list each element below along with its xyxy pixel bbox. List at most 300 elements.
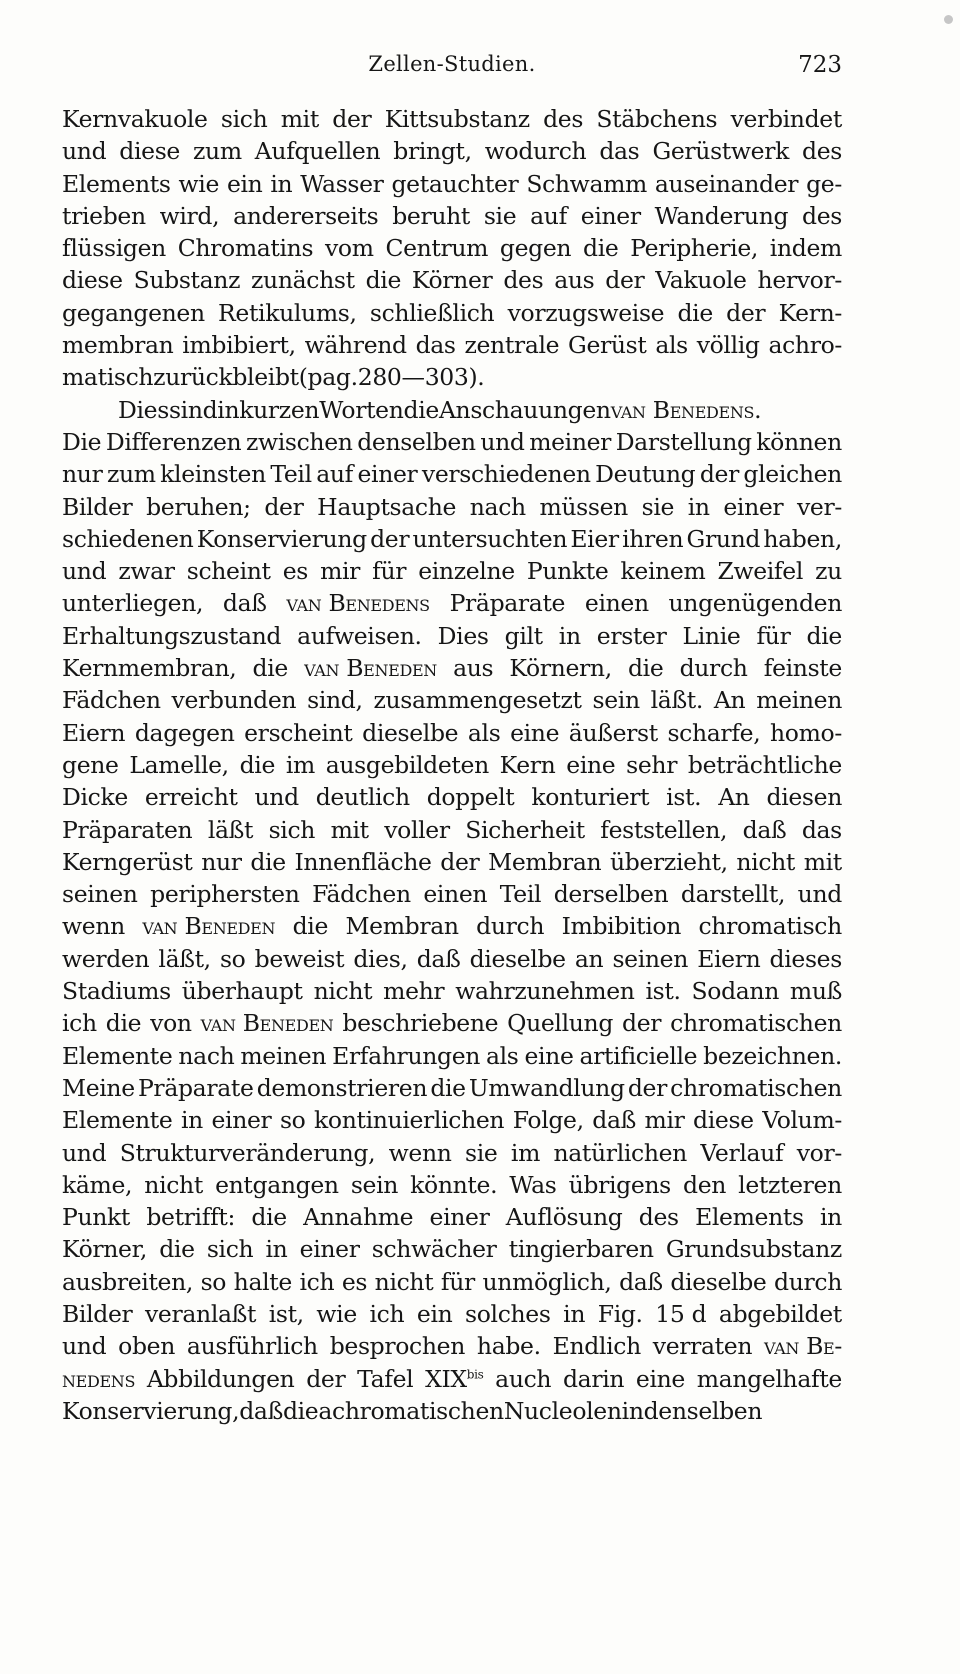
word: auseinander bbox=[654, 169, 799, 198]
word: unterliegen, bbox=[62, 589, 204, 618]
text-line bbox=[62, 943, 842, 975]
word: beträchtliche bbox=[687, 750, 842, 779]
word: muß bbox=[789, 977, 842, 1006]
word: und bbox=[62, 137, 107, 166]
body-text bbox=[62, 103, 842, 1427]
word: mit bbox=[280, 105, 319, 133]
word: Körnern, bbox=[509, 654, 612, 683]
word: die bbox=[251, 1203, 287, 1232]
word: seinen bbox=[62, 880, 138, 909]
word: mir bbox=[320, 557, 361, 586]
word: Linie bbox=[682, 621, 741, 650]
word: nicht bbox=[144, 1170, 203, 1199]
word: achromatischen bbox=[318, 1396, 504, 1425]
word: in bbox=[558, 621, 581, 650]
word: auf bbox=[530, 201, 567, 230]
word: Substanz bbox=[133, 266, 241, 295]
word: nur bbox=[201, 847, 242, 876]
word: im bbox=[285, 750, 315, 779]
word: Peripherie, bbox=[630, 234, 758, 263]
word: van Beneden bbox=[142, 912, 276, 941]
word: Elements bbox=[695, 1203, 804, 1232]
word: durch bbox=[774, 1267, 842, 1296]
word: meiner bbox=[529, 427, 612, 456]
word: Vakuole bbox=[655, 266, 747, 295]
word: nicht bbox=[374, 1267, 434, 1296]
text-line bbox=[62, 1201, 842, 1233]
word: Volum- bbox=[762, 1106, 842, 1135]
word: einen bbox=[584, 589, 649, 618]
word: die bbox=[282, 1396, 319, 1425]
word: denselben bbox=[643, 1396, 763, 1425]
word: mit bbox=[803, 847, 842, 876]
word: wenn bbox=[388, 1138, 452, 1167]
word: gleichen bbox=[743, 460, 842, 489]
word: die bbox=[250, 847, 286, 876]
word: darin bbox=[562, 1364, 625, 1393]
text-line bbox=[62, 684, 842, 716]
word: Dicke bbox=[62, 783, 128, 812]
text-line bbox=[62, 620, 842, 652]
word: zwar bbox=[118, 557, 175, 586]
word: Membran bbox=[488, 847, 602, 876]
word: der bbox=[699, 460, 739, 489]
word: nur bbox=[62, 460, 103, 489]
word: dies, bbox=[353, 944, 408, 973]
word: Kernvakuole bbox=[62, 105, 208, 133]
word: beweist bbox=[254, 944, 345, 973]
word: einer bbox=[357, 460, 418, 489]
word: kleinsten bbox=[160, 460, 266, 489]
word: könnte. bbox=[410, 1170, 498, 1199]
word: Sicherheit bbox=[465, 815, 585, 844]
word: Elemente bbox=[62, 1041, 173, 1070]
word: die bbox=[105, 1009, 142, 1038]
word: Membran bbox=[345, 912, 459, 941]
word: überhaupt bbox=[181, 977, 303, 1006]
word: einzelne bbox=[418, 557, 515, 586]
word: Was bbox=[509, 1170, 557, 1199]
word: läßt, bbox=[158, 944, 211, 973]
word: diesen bbox=[766, 783, 842, 812]
word: erscheint bbox=[244, 718, 353, 747]
word: dieselbe bbox=[362, 718, 459, 747]
word: van Beneden bbox=[200, 1009, 334, 1038]
word: chromatisch bbox=[698, 912, 842, 941]
word: Stäbchens bbox=[596, 105, 718, 133]
word: Abbildungen bbox=[146, 1364, 295, 1393]
word: aufweisen. bbox=[297, 621, 422, 650]
word: schiedenen bbox=[62, 524, 194, 553]
word: unmöglich, bbox=[482, 1267, 612, 1296]
word: habe. bbox=[476, 1332, 541, 1361]
word: imbibiert, bbox=[182, 331, 296, 360]
text-line bbox=[62, 168, 842, 200]
word: homo- bbox=[770, 718, 842, 747]
text-line bbox=[62, 1266, 842, 1298]
word: läßt bbox=[207, 815, 254, 844]
word: konturiert bbox=[531, 783, 650, 812]
word: äußerst bbox=[568, 718, 658, 747]
word: ich bbox=[62, 1009, 97, 1038]
word: zunächst bbox=[251, 266, 355, 295]
word: sind bbox=[168, 395, 218, 424]
word: wie bbox=[178, 169, 220, 198]
word: ge- bbox=[806, 169, 842, 198]
word: sie bbox=[483, 201, 517, 230]
word: einer bbox=[429, 1203, 490, 1232]
word: Nucleolen bbox=[503, 1396, 622, 1425]
word: feststellen, bbox=[600, 815, 728, 844]
word: untersuchten bbox=[412, 524, 568, 553]
word: Präparate bbox=[449, 589, 566, 618]
word: zum bbox=[106, 460, 156, 489]
word: vor- bbox=[796, 1138, 842, 1167]
word: zentrale bbox=[464, 331, 560, 360]
word: des bbox=[503, 266, 544, 295]
word: denselben bbox=[357, 427, 476, 456]
word: Gerüst bbox=[568, 331, 647, 360]
word: meinen bbox=[756, 686, 842, 715]
text-line bbox=[62, 717, 842, 749]
word: Elements bbox=[62, 169, 171, 198]
word: deutlich bbox=[315, 783, 410, 812]
word: trieben bbox=[62, 201, 146, 230]
word: mir bbox=[644, 1106, 685, 1135]
word: Dies bbox=[437, 621, 489, 650]
word: van Benedens bbox=[286, 589, 430, 618]
word: meinen bbox=[240, 1041, 327, 1070]
word: sie bbox=[641, 492, 675, 521]
word: Lamelle, bbox=[129, 750, 229, 779]
text-line bbox=[62, 878, 842, 910]
word: den bbox=[683, 1170, 727, 1199]
word: einer bbox=[299, 1235, 360, 1264]
word: kontinuierlichen bbox=[314, 1106, 505, 1135]
word: sie bbox=[465, 1138, 498, 1167]
word: völlig bbox=[696, 331, 760, 360]
word: ausbreiten, bbox=[62, 1267, 194, 1296]
word: in bbox=[621, 1396, 644, 1425]
word: gilt bbox=[504, 621, 543, 650]
word: Deutung bbox=[595, 460, 696, 489]
word: verschiedenen bbox=[421, 460, 591, 489]
word: Körner, bbox=[62, 1235, 148, 1264]
word: Aufquellen bbox=[254, 137, 381, 166]
text-line bbox=[62, 458, 842, 490]
page-speck bbox=[944, 15, 953, 24]
word: als bbox=[655, 331, 688, 360]
text-line bbox=[62, 1007, 842, 1039]
word: vom bbox=[324, 234, 374, 263]
word: mit bbox=[330, 815, 369, 844]
page-header bbox=[62, 52, 842, 86]
word: so bbox=[200, 1267, 227, 1296]
word: zusammengesetzt bbox=[373, 686, 582, 715]
word: diese bbox=[62, 266, 123, 295]
word: Konservierung, bbox=[62, 1396, 240, 1425]
word: Die bbox=[62, 427, 102, 456]
word: und bbox=[797, 880, 842, 909]
word: ist. bbox=[666, 783, 702, 812]
word: läßt. bbox=[650, 686, 704, 715]
word: einen bbox=[423, 880, 488, 909]
word: getauchter bbox=[391, 169, 519, 198]
word: Innenfläche bbox=[294, 847, 432, 876]
word: daß bbox=[222, 589, 267, 618]
word: die bbox=[583, 234, 619, 263]
text-line bbox=[62, 329, 842, 361]
text-line bbox=[62, 264, 842, 296]
word: daß bbox=[416, 944, 461, 973]
word: mehr bbox=[383, 977, 445, 1006]
word: matisch bbox=[62, 363, 154, 392]
word: in bbox=[181, 1106, 203, 1135]
word: diese bbox=[693, 1106, 754, 1135]
word: halte bbox=[233, 1267, 292, 1296]
word: darstellt, bbox=[680, 880, 786, 909]
word: werden bbox=[62, 944, 150, 973]
text-line bbox=[62, 587, 842, 619]
word: ein bbox=[226, 169, 263, 198]
word: Erfahrungen bbox=[332, 1041, 481, 1070]
word: in bbox=[265, 1235, 288, 1264]
text-line bbox=[62, 975, 842, 1007]
word: nicht bbox=[736, 847, 796, 876]
word: 15 d bbox=[655, 1299, 707, 1328]
word: Verlauf bbox=[700, 1138, 784, 1167]
word: der bbox=[264, 492, 304, 521]
word: bringt, bbox=[393, 137, 472, 166]
word: sich bbox=[206, 1235, 254, 1264]
word: oben bbox=[118, 1332, 176, 1361]
text-line bbox=[62, 1330, 842, 1362]
word: des bbox=[802, 201, 842, 230]
word: eine bbox=[510, 718, 560, 747]
word: es bbox=[341, 1267, 368, 1296]
word: chromatischen bbox=[670, 1009, 842, 1038]
word: die bbox=[403, 395, 439, 424]
word: gegen bbox=[499, 234, 572, 263]
word: Eiern bbox=[697, 944, 761, 973]
word: nicht bbox=[313, 977, 373, 1006]
word: verraten bbox=[652, 1332, 753, 1361]
text-line bbox=[62, 1233, 842, 1265]
word: die bbox=[252, 654, 288, 683]
word: eine bbox=[566, 750, 616, 779]
word: scharfe, bbox=[667, 718, 761, 747]
word: dieselbe bbox=[469, 944, 566, 973]
word: als bbox=[467, 718, 501, 747]
word: artificielle bbox=[579, 1041, 698, 1070]
word: ich bbox=[299, 1267, 335, 1296]
word: des bbox=[802, 137, 842, 166]
word: Chromatins bbox=[177, 234, 314, 263]
word: des bbox=[638, 1203, 679, 1232]
word: letzteren bbox=[738, 1170, 842, 1199]
word: Punkte bbox=[526, 557, 609, 586]
word: und bbox=[62, 1332, 107, 1361]
word: wahrzunehmen bbox=[455, 977, 635, 1006]
word: Zweifel bbox=[717, 557, 804, 586]
word: das bbox=[599, 137, 640, 166]
word: Retikulums, bbox=[218, 298, 357, 327]
word: Hauptsache bbox=[317, 492, 457, 521]
word: doppelt bbox=[426, 783, 515, 812]
word: das bbox=[415, 331, 456, 360]
word: Teil bbox=[270, 460, 312, 489]
running-title: Zellen-Studien. bbox=[368, 52, 536, 76]
word: Worten bbox=[319, 395, 404, 424]
word: Strukturveränderung, bbox=[119, 1138, 376, 1167]
word: Schwamm bbox=[526, 169, 647, 198]
word: der bbox=[440, 847, 480, 876]
word: chromatischen bbox=[670, 1073, 842, 1102]
word: seinen bbox=[612, 944, 689, 973]
word: in bbox=[270, 169, 293, 198]
word: Grund bbox=[686, 524, 761, 553]
word: achro- bbox=[768, 331, 842, 360]
word: van Benedens. bbox=[610, 395, 762, 424]
word: des bbox=[543, 105, 584, 133]
text-line bbox=[62, 232, 842, 264]
word: von bbox=[150, 1009, 192, 1038]
word: als bbox=[485, 1041, 519, 1070]
text-line bbox=[62, 103, 842, 135]
word: indem bbox=[769, 234, 842, 263]
word: verbunden bbox=[171, 686, 297, 715]
word: wenn bbox=[62, 912, 125, 941]
text-line bbox=[62, 814, 842, 846]
word: die bbox=[365, 266, 402, 295]
text-line bbox=[62, 523, 842, 555]
word: können bbox=[756, 427, 842, 456]
word: Präparate bbox=[137, 1073, 254, 1102]
word: die bbox=[292, 912, 329, 941]
word: Endlich bbox=[552, 1332, 641, 1361]
word: für bbox=[756, 621, 791, 650]
text-line bbox=[62, 1395, 842, 1427]
word: flüssigen bbox=[62, 234, 166, 263]
word: abgebildet bbox=[718, 1299, 842, 1328]
word: Körner bbox=[411, 266, 493, 295]
word: Folge, bbox=[512, 1106, 584, 1135]
word: und bbox=[254, 783, 299, 812]
word: in bbox=[819, 1203, 842, 1232]
word: die bbox=[627, 654, 664, 683]
text-line bbox=[62, 846, 842, 878]
word: der bbox=[332, 105, 372, 133]
word: das bbox=[801, 815, 842, 844]
word: in bbox=[687, 492, 710, 521]
word: derselben bbox=[553, 880, 669, 909]
word: andererseits bbox=[233, 201, 379, 230]
word: ihren bbox=[622, 524, 684, 553]
word: vorzugsweise bbox=[507, 298, 665, 327]
text-line bbox=[62, 297, 842, 329]
word: die bbox=[239, 750, 276, 779]
word: käme, bbox=[62, 1170, 133, 1199]
word: voller bbox=[384, 815, 450, 844]
word: Darstellung bbox=[615, 427, 752, 456]
superscript: bis bbox=[466, 1367, 484, 1382]
word: zwischen bbox=[245, 427, 353, 456]
text-line bbox=[62, 1104, 842, 1136]
word: ein bbox=[416, 1299, 453, 1328]
word: mangelhafte bbox=[696, 1364, 842, 1393]
word: Gerüstwerk bbox=[652, 137, 789, 166]
word: Präparaten bbox=[62, 815, 193, 844]
word: betrifft: bbox=[146, 1203, 236, 1232]
word: Kern- bbox=[778, 298, 842, 327]
word: nach bbox=[469, 492, 526, 521]
word: natürlichen bbox=[553, 1138, 687, 1167]
word: $XIX^{bis}$ bbox=[425, 1364, 484, 1393]
word: eine bbox=[635, 1364, 685, 1393]
word: Konservierung bbox=[196, 524, 367, 553]
word: beruhen; bbox=[146, 492, 251, 521]
word: wodurch bbox=[484, 137, 587, 166]
word: die bbox=[806, 621, 842, 650]
word: (pag. bbox=[298, 363, 358, 392]
word: und bbox=[62, 1138, 107, 1167]
word: wie bbox=[316, 1299, 357, 1328]
word: sich bbox=[220, 105, 268, 133]
word: membran bbox=[62, 331, 174, 360]
word: daß bbox=[592, 1106, 636, 1135]
word: haben, bbox=[763, 524, 842, 553]
word: Fig. bbox=[597, 1299, 643, 1328]
word: van Beneden bbox=[304, 654, 437, 683]
word: An bbox=[718, 783, 750, 812]
word: auf bbox=[316, 460, 353, 489]
word: gegangenen bbox=[62, 298, 205, 327]
word: schwächer bbox=[371, 1235, 497, 1264]
word: Eier bbox=[570, 524, 619, 553]
word: übrigens bbox=[568, 1170, 671, 1199]
text-line bbox=[62, 361, 842, 393]
word: Wasser bbox=[300, 169, 384, 198]
word: diese bbox=[119, 137, 180, 166]
word: durch bbox=[679, 654, 748, 683]
word: wird, bbox=[159, 201, 220, 230]
word: bezeichnen. bbox=[703, 1041, 842, 1070]
word: Anschauungen bbox=[438, 395, 611, 424]
text-line bbox=[62, 910, 842, 942]
text-line bbox=[62, 555, 842, 587]
word: Stadiums bbox=[62, 977, 171, 1006]
text-line bbox=[62, 749, 842, 781]
word: ver- bbox=[796, 492, 842, 521]
word: aus bbox=[453, 654, 494, 683]
word: daß bbox=[619, 1267, 663, 1296]
word: Fädchen bbox=[312, 880, 411, 909]
word: Annahme bbox=[303, 1203, 414, 1232]
word: feinste bbox=[763, 654, 842, 683]
word: sein bbox=[350, 1170, 399, 1199]
word: 280—303). bbox=[357, 363, 485, 392]
word: während bbox=[304, 331, 407, 360]
word: An bbox=[713, 686, 746, 715]
text-line bbox=[62, 426, 842, 458]
word: dagegen bbox=[134, 718, 235, 747]
word: Umwandlung bbox=[468, 1073, 625, 1102]
word: für bbox=[440, 1267, 475, 1296]
text-line bbox=[62, 1072, 842, 1104]
word: Meine bbox=[62, 1073, 135, 1102]
word: ausführlich bbox=[186, 1332, 318, 1361]
word: sehr bbox=[626, 750, 678, 779]
